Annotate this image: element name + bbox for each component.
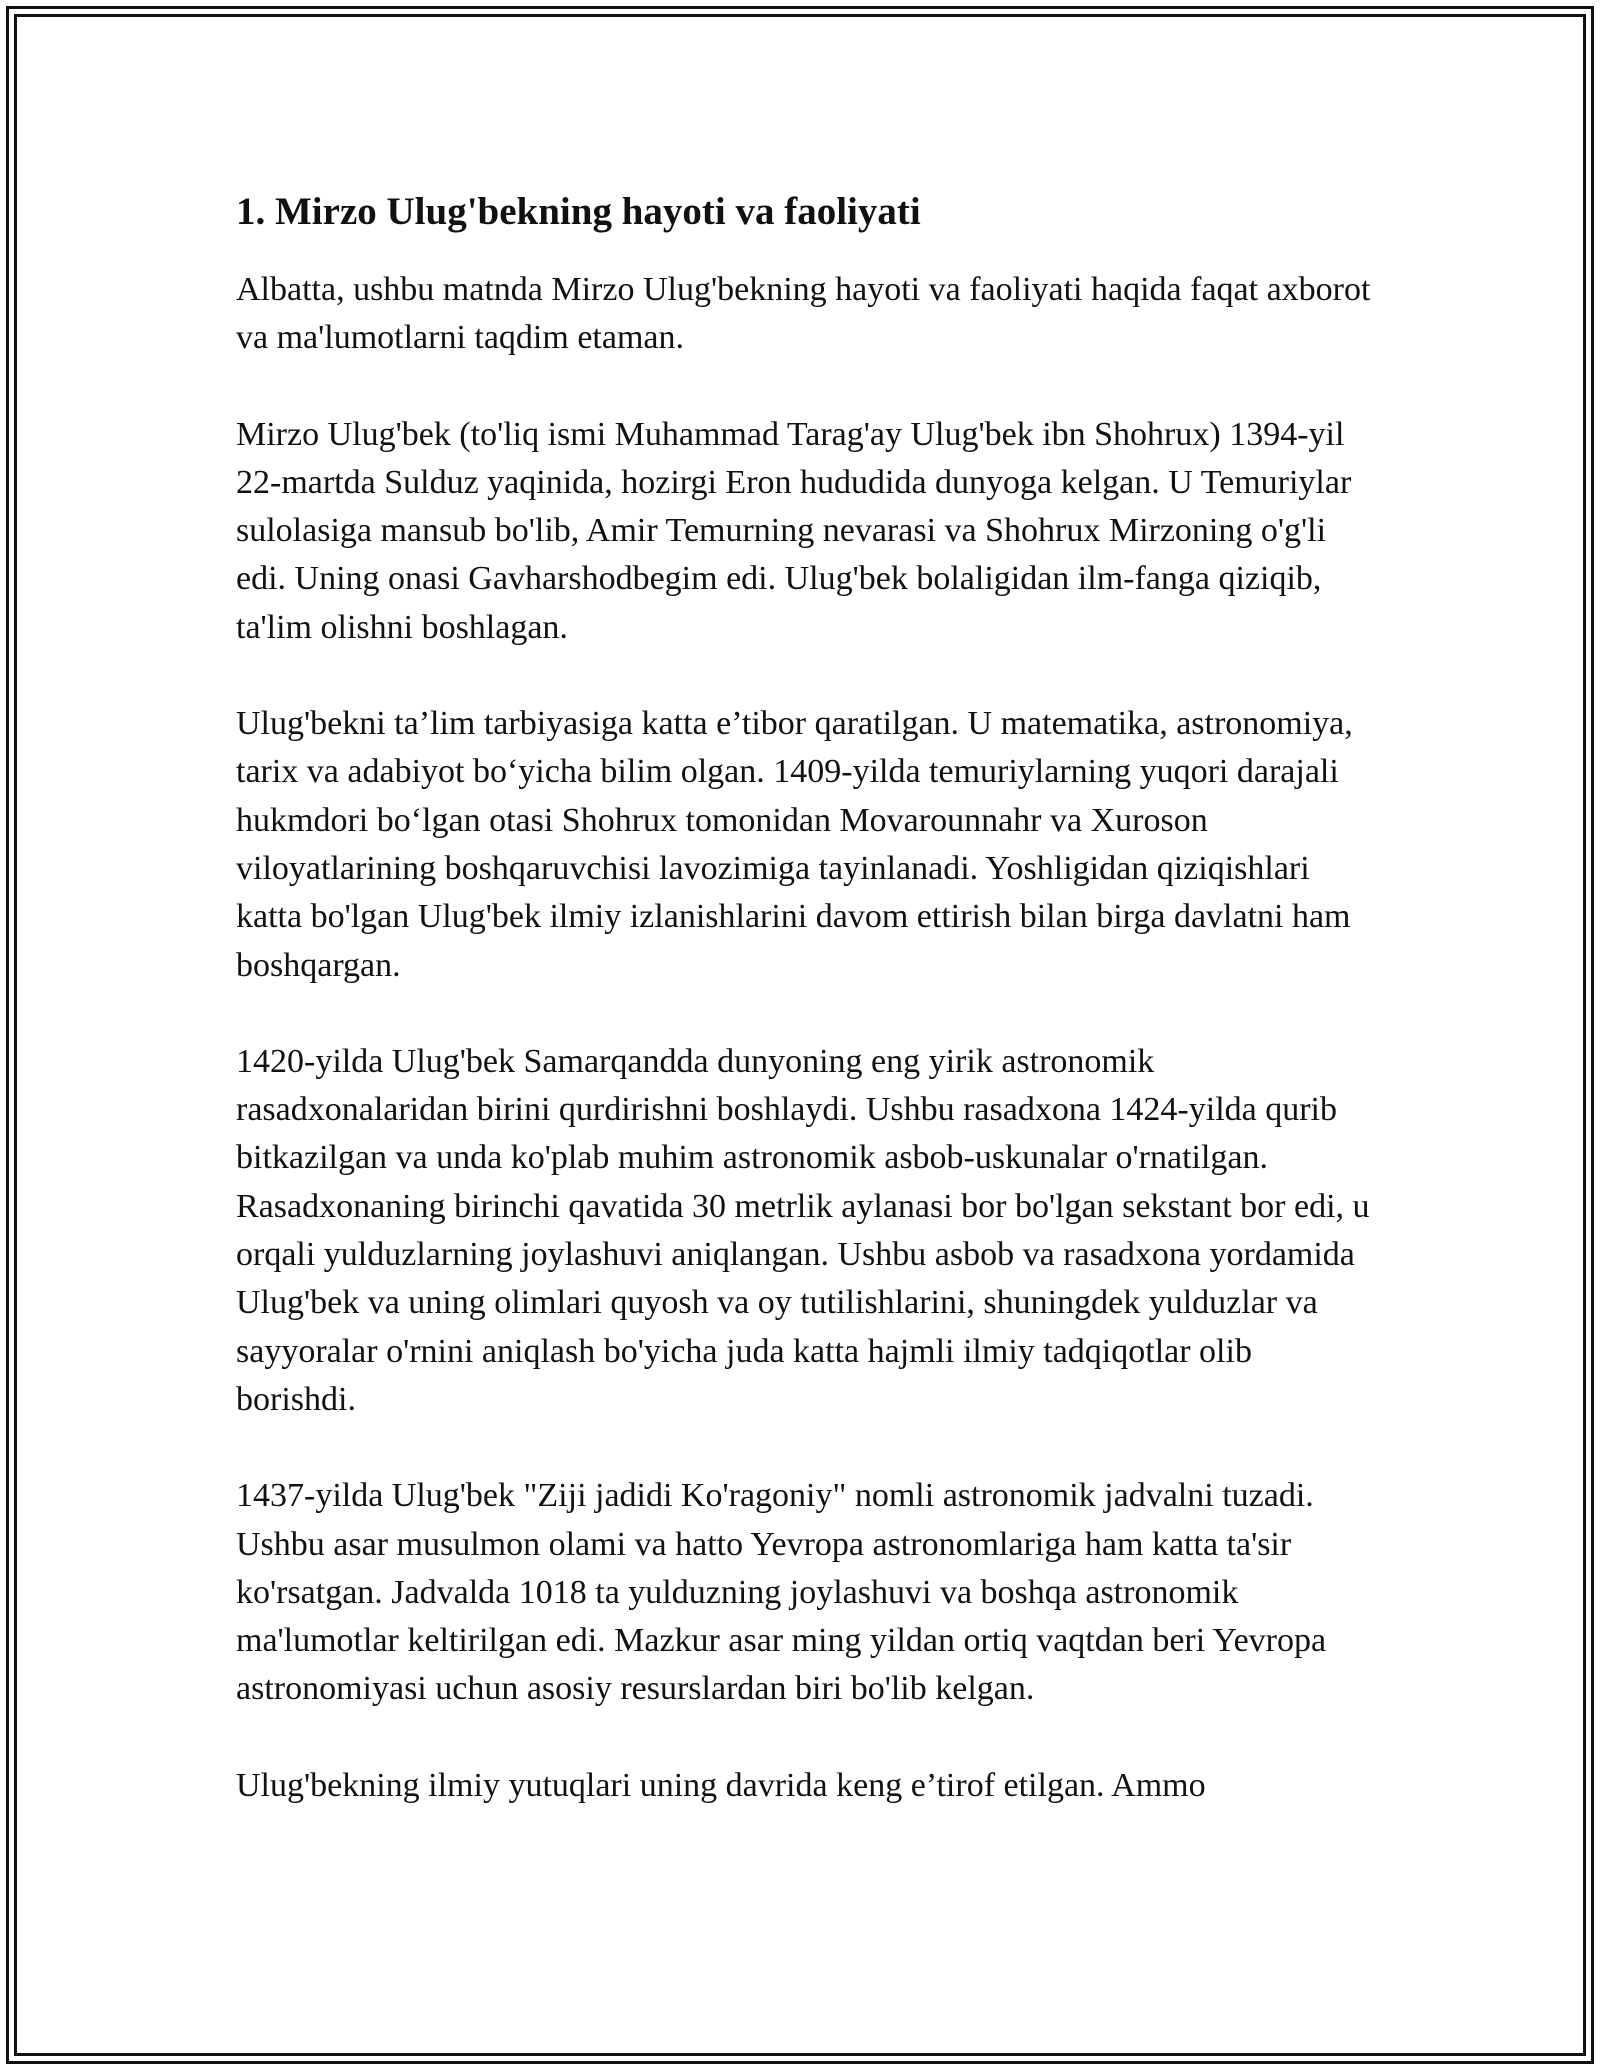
- document-title: 1. Mirzo Ulug'bekning hayoti va faoliyati: [236, 190, 921, 233]
- paragraph-observatory: 1420-yilda Ulug'bek Samarqandda dunyoning eng yirik astronomik rasadxonalaridan birini qurdirishni boshlaydi. Ushbu rasadxona 1424-yilda qurib bitkazilgan va unda ko'plab muhim astronomik asbob-uskunalar o'rnatilgan. Rasadxonaning birinchi qavatida 30 metrlik aylanasi bor bo'lgan sekstant bor edi, u orqali yulduzlarning joylashuvi aniqlangan. Ushbu asbob va rasadxona yordamida Ulug'bek va uning olimlari quyosh va oy tutilishlarini, shuningdek yulduzlar va sayyoralar o'rnini aniqlash bo'yicha juda katta hajmli ilmiy tadqiqotlar olib borishdi.: [236, 1042, 1370, 1418]
- paragraph-education: Ulug'bekni ta’lim tarbiyasiga katta e’tibor qaratilgan. U matematika, astronomiya, tarix va adabiyot bo‘yicha bilim olgan. 1409-yilda temuriylarning yuqori darajali hukmdori bo‘lgan otasi Shohrux tomonidan Movarounnahr va Xuroson viloyatlarining boshqaruvchisi lavozimiga tayinlanadi. Yoshligidan qiziqishlari katta bo'lgan Ulug'bek ilmiy izlanishlarini davom ettirish bilan birga davlatni ham boshqargan.: [236, 705, 1353, 984]
- paragraph-intro: Albatta, ushbu matnda Mirzo Ulug'bekning hayoti va faoliyati haqida faqat axborot va ma'lumotlarni taqdim etaman.: [236, 271, 1371, 357]
- paragraph-recognition: Ulug'bekning ilmiy yutuqlari uning davrida keng e’tirof etilgan. Ammo: [236, 1766, 1206, 1804]
- document-body: [236, 186, 1376, 1858]
- paragraph-zij: 1437-yilda Ulug'bek "Ziji jadidi Ko'ragoniy" nomli astronomik jadvalni tuzadi. Ushbu asar musulmon olami va hatto Yevropa astronomlariga ham katta ta'sir ko'rsatgan. Jadvalda 1018 ta yulduzning joylashuvi va boshqa astronomik ma'lumotlar keltirilgan edi. Mazkur asar ming yildan ortiq vaqtdan beri Yevropa astronomiyasi uchun asosiy resurslardan biri bo'lib kelgan.: [236, 1477, 1327, 1708]
- paragraph-birth: Mirzo Ulug'bek (to'liq ismi Muhammad Tarag'ay Ulug'bek ibn Shohrux) 1394-yil 22-martda Sulduz yaqinida, hozirgi Eron hududida dunyoga kelgan. U Temuriylar sulolasiga mansub bo'lib, Amir Temurning nevarasi va Shohrux Mirzoning o'g'li edi. Uning onasi Gavharshodbegim edi. Ulug'bek bolaligidan ilm-fanga qiziqib, ta'lim olishni boshlagan.: [236, 415, 1352, 646]
